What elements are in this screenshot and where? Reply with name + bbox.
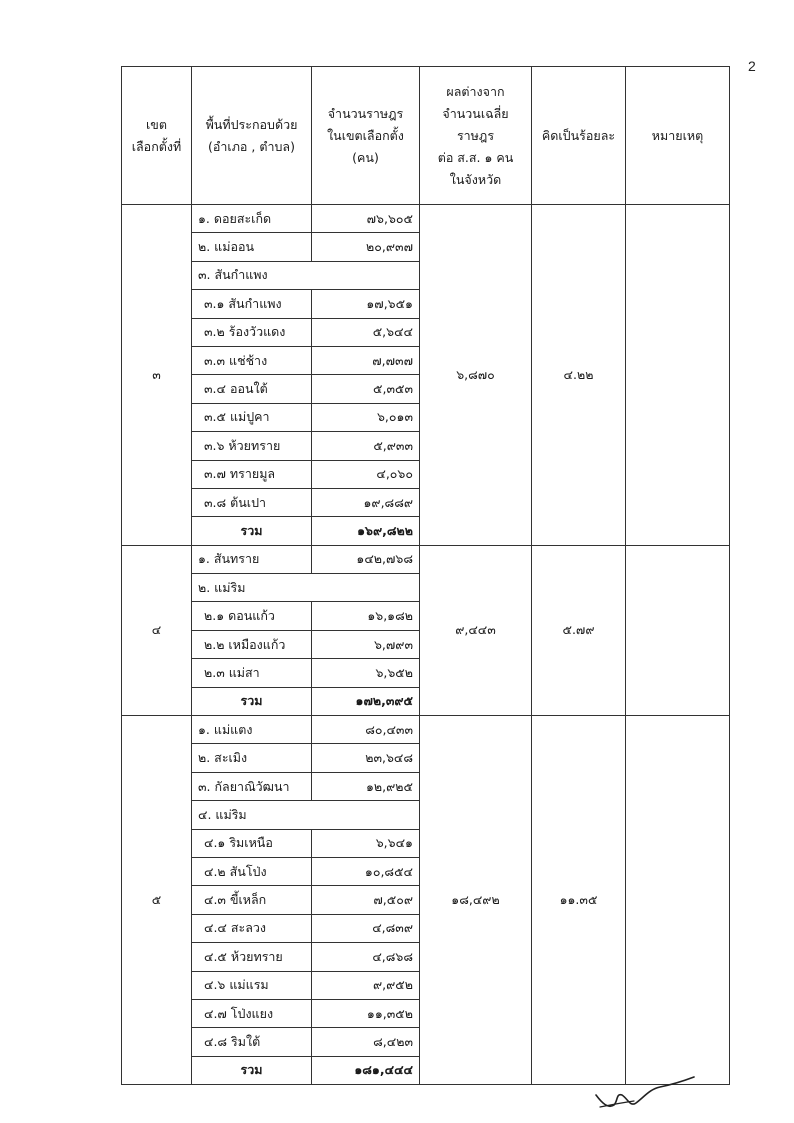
area-group-label: ๔. แม่ริม [192,801,420,829]
population-value: ๗,๕๐๙ [312,886,420,914]
population-value: ๘,๔๒๓ [312,1028,420,1056]
total-label: รวม [192,687,312,715]
population-value: ๔,๐๖๐ [312,460,420,488]
population-value: ๖,๗๙๓ [312,630,420,658]
table-body [122,205,730,1085]
area-label: ๔.๘ ริมใต้ [192,1028,312,1056]
area-label: ๒. สะเมิง [192,744,312,772]
signature [590,1065,710,1115]
area-label: ๑. แม่แตง [192,716,312,744]
population-value: ๗๖,๖๐๕ [312,205,420,233]
district-number: ๓ [122,205,192,546]
area-label: ๓.๔ ออนใต้ [192,375,312,403]
header-percent: คิดเป็นร้อยละ [532,67,626,205]
total-value: ๑๗๒,๓๙๕ [312,687,420,715]
population-value: ๕,๖๔๔ [312,318,420,346]
header-difference: ผลต่างจาก จำนวนเฉลี่ย ราษฎร ต่อ ส.ส. ๑ คน ในจังหวัด [420,67,532,205]
header-area: พื้นที่ประกอบด้วย (อำเภอ , ตำบล) [192,67,312,205]
population-value: ๑๒,๙๒๕ [312,772,420,800]
population-value: ๖,๖๔๑ [312,829,420,857]
total-value: ๑๘๑,๔๔๔ [312,1056,420,1084]
area-label: ๔.๑ ริมเหนือ [192,829,312,857]
table-header-row [122,67,730,205]
area-group-label: ๓. สันกำแพง [192,261,420,289]
table-row [122,716,730,744]
total-value: ๑๖๙,๘๒๒ [312,517,420,545]
remark-cell [626,205,730,546]
population-value: ๑๑,๓๕๒ [312,999,420,1027]
population-value: ๑๙,๘๘๙ [312,488,420,516]
percent-value: ๔.๒๒ [532,205,626,546]
page-number: 2 [748,58,756,74]
total-label: รวม [192,1056,312,1084]
population-value: ๑๐,๘๕๔ [312,857,420,885]
population-value: ๑๖,๑๘๒ [312,602,420,630]
population-value: ๗,๗๓๗ [312,346,420,374]
population-value: ๘๐,๔๓๓ [312,716,420,744]
difference-value: ๖,๘๗๐ [420,205,532,546]
population-value: ๑๗,๖๕๑ [312,290,420,318]
population-value: ๑๔๒,๗๖๘ [312,545,420,573]
population-value: ๒๓,๖๔๘ [312,744,420,772]
district-number: ๔ [122,545,192,715]
difference-value: ๙,๔๔๓ [420,545,532,715]
area-label: ๔.๒ สันโป่ง [192,857,312,885]
area-group-label: ๒. แม่ริม [192,574,420,602]
area-label: ๒.๓ แม่สา [192,659,312,687]
area-label: ๓.๕ แม่ปูคา [192,403,312,431]
remark-cell [626,716,730,1085]
area-label: ๓.๑ สันกำแพง [192,290,312,318]
population-value: ๔,๘๓๙ [312,914,420,942]
population-value: ๙,๙๕๒ [312,971,420,999]
area-label: ๓. กัลยาณิวัฒนา [192,772,312,800]
area-label: ๒.๑ ดอนแก้ว [192,602,312,630]
table-row [122,205,730,233]
header-population: จำนวนราษฎร ในเขตเลือกตั้ง (คน) [312,67,420,205]
area-label: ๓.๖ ห้วยทราย [192,432,312,460]
area-label: ๑. สันทราย [192,545,312,573]
area-label: ๒. แม่ออน [192,233,312,261]
area-label: ๓.๓ แช่ช้าง [192,346,312,374]
percent-value: ๑๑.๓๕ [532,716,626,1085]
difference-value: ๑๘,๔๙๒ [420,716,532,1085]
area-label: ๔.๗ โป่งแยง [192,999,312,1027]
district-number: ๕ [122,716,192,1085]
district-table [121,66,730,1085]
remark-cell [626,545,730,715]
area-label: ๒.๒ เหมืองแก้ว [192,630,312,658]
area-label: ๑. ดอยสะเก็ด [192,205,312,233]
population-value: ๒๐,๙๓๗ [312,233,420,261]
population-value: ๖,๐๑๓ [312,403,420,431]
area-label: ๔.๔ สะลวง [192,914,312,942]
population-value: ๔,๘๖๘ [312,943,420,971]
population-value: ๕,๓๕๓ [312,375,420,403]
header-district: เขต เลือกตั้งที่ [122,67,192,205]
population-value: ๕,๙๓๓ [312,432,420,460]
total-label: รวม [192,517,312,545]
area-label: ๔.๕ ห้วยทราย [192,943,312,971]
area-label: ๓.๗ ทรายมูล [192,460,312,488]
area-label: ๔.๓ ขี้เหล็ก [192,886,312,914]
percent-value: ๕.๗๙ [532,545,626,715]
population-value: ๖,๖๕๒ [312,659,420,687]
area-label: ๓.๒ ร้องวัวแดง [192,318,312,346]
area-label: ๔.๖ แม่แรม [192,971,312,999]
header-remark: หมายเหตุ [626,67,730,205]
table-row [122,545,730,573]
area-label: ๓.๘ ต้นเปา [192,488,312,516]
